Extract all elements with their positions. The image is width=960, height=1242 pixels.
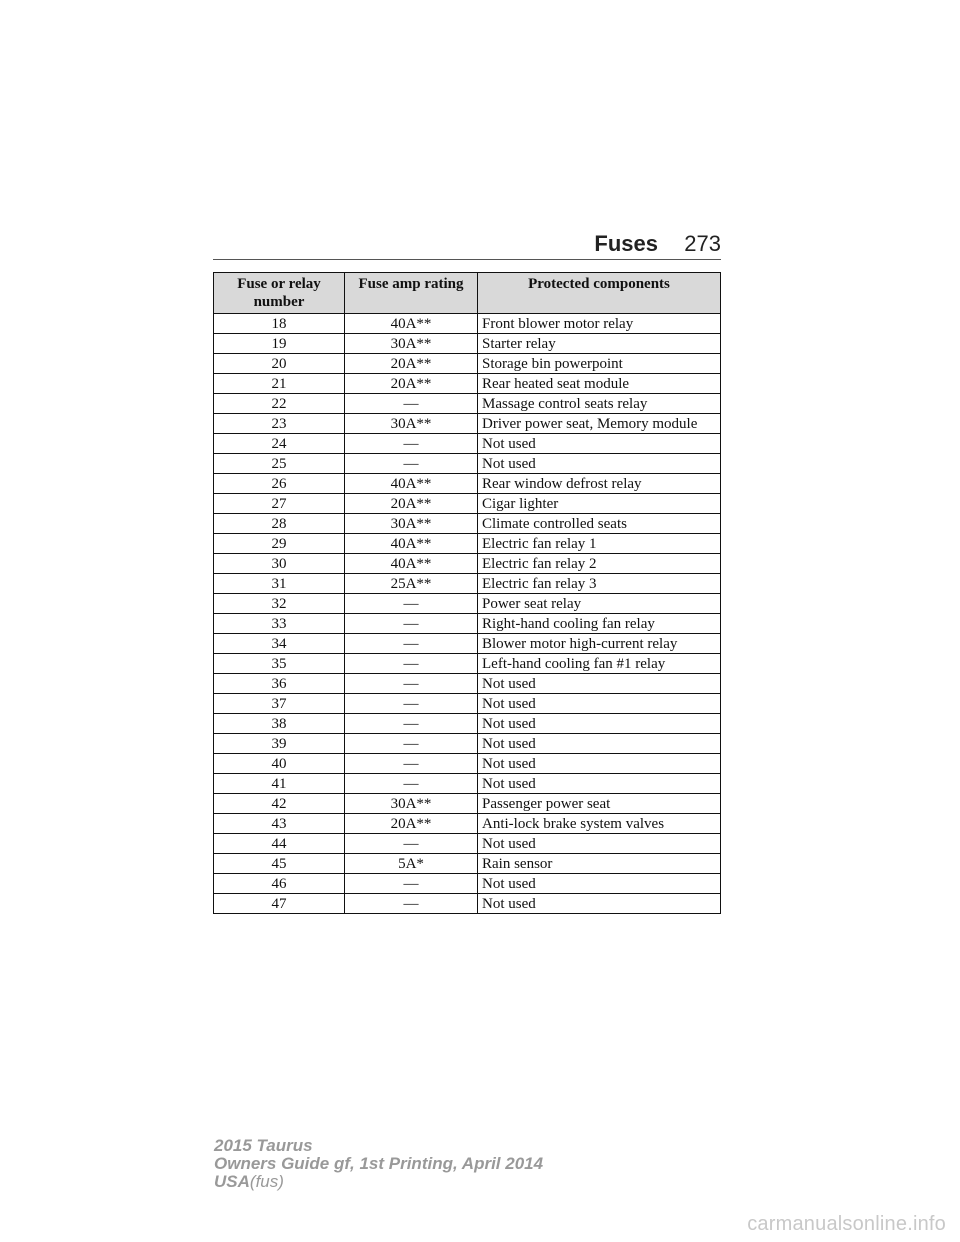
footer-model-line: 2015 Taurus (214, 1136, 313, 1155)
fuse-number-cell: 40 (214, 754, 345, 774)
table-row (214, 494, 721, 514)
amp-rating-cell: 20A** (345, 374, 478, 394)
table-row (214, 694, 721, 714)
table-row (214, 534, 721, 554)
fuse-number-cell: 29 (214, 534, 345, 554)
fuse-number-cell: 21 (214, 374, 345, 394)
fuse-number-cell: 24 (214, 434, 345, 454)
fuse-number-cell: 36 (214, 674, 345, 694)
table-body (214, 314, 721, 914)
amp-rating-cell: — (345, 634, 478, 654)
table-row (214, 674, 721, 694)
footer-region: USA (214, 1172, 250, 1191)
table-row (214, 574, 721, 594)
fuse-number-cell: 39 (214, 734, 345, 754)
fuse-number-cell: 23 (214, 414, 345, 434)
protected-component-cell: Not used (478, 454, 721, 474)
protected-component-cell: Not used (478, 874, 721, 894)
table-row (214, 454, 721, 474)
page-number: 273 (684, 231, 721, 256)
table-row (214, 814, 721, 834)
amp-rating-cell: 20A** (345, 494, 478, 514)
protected-component-cell: Electric fan relay 3 (478, 574, 721, 594)
table-row (214, 334, 721, 354)
amp-rating-cell: 20A** (345, 354, 478, 374)
column-header-protected-components: Protected components (478, 273, 721, 314)
protected-component-cell: Passenger power seat (478, 794, 721, 814)
footer-region-code: (fus) (249, 1172, 284, 1191)
table-row (214, 654, 721, 674)
amp-rating-cell: 5A* (345, 854, 478, 874)
amp-rating-cell: — (345, 674, 478, 694)
page-header (213, 229, 721, 260)
table-row (214, 734, 721, 754)
fuse-number-cell: 41 (214, 774, 345, 794)
protected-component-cell: Right-hand cooling fan relay (478, 614, 721, 634)
protected-component-cell: Not used (478, 894, 721, 914)
table-row (214, 314, 721, 334)
protected-component-cell: Not used (478, 694, 721, 714)
protected-component-cell: Electric fan relay 2 (478, 554, 721, 574)
protected-component-cell: Anti-lock brake system valves (478, 814, 721, 834)
table-row (214, 714, 721, 734)
table-row (214, 594, 721, 614)
amp-rating-cell: — (345, 694, 478, 714)
watermark: carmanualsonline.info (747, 1213, 946, 1235)
protected-component-cell: Rain sensor (478, 854, 721, 874)
table-row (214, 354, 721, 374)
fuse-number-cell: 44 (214, 834, 345, 854)
fuse-number-cell: 43 (214, 814, 345, 834)
amp-rating-cell: — (345, 834, 478, 854)
protected-component-cell: Electric fan relay 1 (478, 534, 721, 554)
protected-component-cell: Rear window defrost relay (478, 474, 721, 494)
amp-rating-cell: — (345, 434, 478, 454)
table-row (214, 434, 721, 454)
protected-component-cell: Power seat relay (478, 594, 721, 614)
protected-component-cell: Rear heated seat module (478, 374, 721, 394)
protected-component-cell: Massage control seats relay (478, 394, 721, 414)
table-row (214, 894, 721, 914)
amp-rating-cell: 40A** (345, 314, 478, 334)
amp-rating-cell: 25A** (345, 574, 478, 594)
amp-rating-cell: — (345, 394, 478, 414)
protected-component-cell: Not used (478, 674, 721, 694)
section-title: Fuses (594, 231, 658, 256)
protected-component-cell: Not used (478, 834, 721, 854)
table-row (214, 554, 721, 574)
amp-rating-cell: 30A** (345, 794, 478, 814)
amp-rating-cell: — (345, 734, 478, 754)
protected-component-cell: Climate controlled seats (478, 514, 721, 534)
fuse-number-cell: 32 (214, 594, 345, 614)
table-row (214, 794, 721, 814)
amp-rating-cell: — (345, 594, 478, 614)
protected-component-cell: Not used (478, 754, 721, 774)
column-header-amp-rating: Fuse amp rating (345, 273, 478, 314)
table-row (214, 514, 721, 534)
protected-component-cell: Not used (478, 734, 721, 754)
fuse-number-cell: 28 (214, 514, 345, 534)
fuse-number-cell: 38 (214, 714, 345, 734)
amp-rating-cell: — (345, 894, 478, 914)
table-row (214, 634, 721, 654)
amp-rating-cell: 20A** (345, 814, 478, 834)
amp-rating-cell: — (345, 714, 478, 734)
fuse-number-cell: 27 (214, 494, 345, 514)
fuse-number-cell: 37 (214, 694, 345, 714)
table-row (214, 774, 721, 794)
amp-rating-cell: 40A** (345, 534, 478, 554)
table-row (214, 614, 721, 634)
table-row (214, 394, 721, 414)
fuse-number-cell: 33 (214, 614, 345, 634)
fuse-number-cell: 35 (214, 654, 345, 674)
protected-component-cell: Blower motor high-current relay (478, 634, 721, 654)
footer-printing-line: Owners Guide gf, 1st Printing, April 2014 (214, 1154, 544, 1173)
protected-component-cell: Not used (478, 774, 721, 794)
protected-component-cell: Front blower motor relay (478, 314, 721, 334)
protected-component-cell: Not used (478, 714, 721, 734)
protected-component-cell: Cigar lighter (478, 494, 721, 514)
document-footer (214, 1137, 543, 1191)
protected-component-cell: Not used (478, 434, 721, 454)
fuse-number-cell: 46 (214, 874, 345, 894)
amp-rating-cell: — (345, 754, 478, 774)
amp-rating-cell: — (345, 774, 478, 794)
table-header-row (214, 273, 721, 314)
fuse-number-cell: 47 (214, 894, 345, 914)
amp-rating-cell: 40A** (345, 554, 478, 574)
amp-rating-cell: 30A** (345, 414, 478, 434)
fuse-number-cell: 19 (214, 334, 345, 354)
footer-region-line (214, 1173, 543, 1191)
table-row (214, 874, 721, 894)
table-row (214, 754, 721, 774)
fuse-number-cell: 25 (214, 454, 345, 474)
amp-rating-cell: 40A** (345, 474, 478, 494)
amp-rating-cell: 30A** (345, 514, 478, 534)
protected-component-cell: Storage bin powerpoint (478, 354, 721, 374)
fuse-number-cell: 26 (214, 474, 345, 494)
amp-rating-cell: — (345, 874, 478, 894)
column-header-fuse-number: Fuse or relay number (214, 273, 345, 314)
amp-rating-cell: — (345, 614, 478, 634)
fuse-number-cell: 18 (214, 314, 345, 334)
amp-rating-cell: — (345, 454, 478, 474)
table-row (214, 834, 721, 854)
amp-rating-cell: 30A** (345, 334, 478, 354)
fuse-table (213, 272, 721, 914)
protected-component-cell: Driver power seat, Memory module (478, 414, 721, 434)
table-row (214, 374, 721, 394)
amp-rating-cell: — (345, 654, 478, 674)
fuse-number-cell: 45 (214, 854, 345, 874)
fuse-number-cell: 20 (214, 354, 345, 374)
table-row (214, 854, 721, 874)
fuse-number-cell: 42 (214, 794, 345, 814)
protected-component-cell: Starter relay (478, 334, 721, 354)
fuse-number-cell: 30 (214, 554, 345, 574)
fuse-number-cell: 31 (214, 574, 345, 594)
protected-component-cell: Left-hand cooling fan #1 relay (478, 654, 721, 674)
fuse-number-cell: 22 (214, 394, 345, 414)
fuse-number-cell: 34 (214, 634, 345, 654)
table-row (214, 414, 721, 434)
table-row (214, 474, 721, 494)
